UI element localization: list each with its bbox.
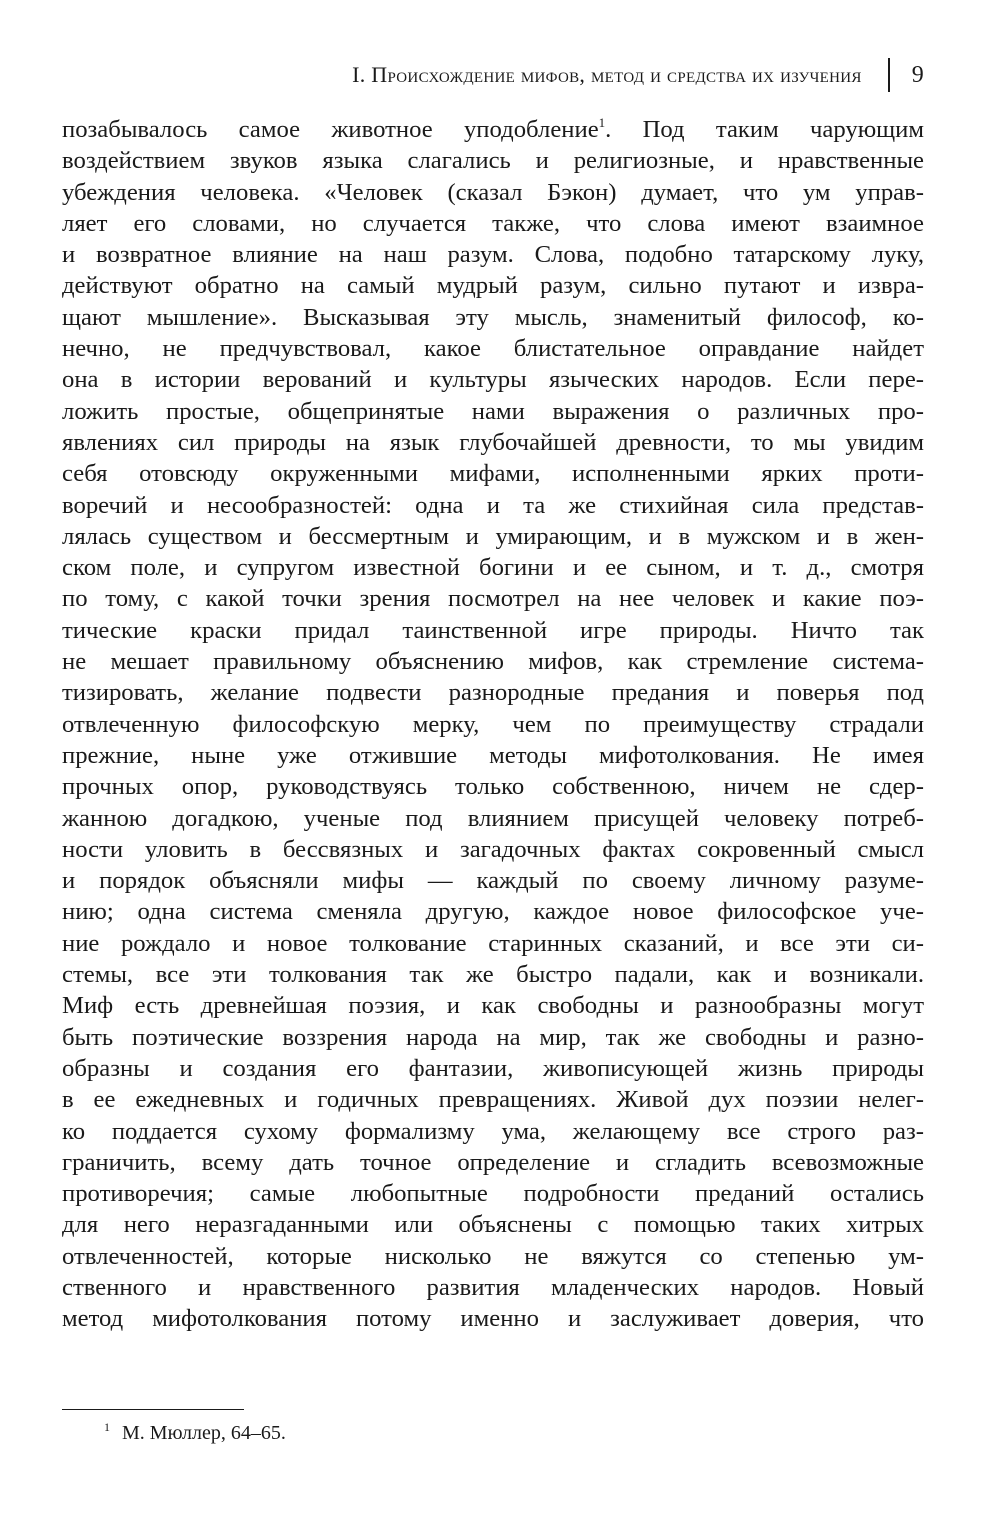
text-line: по тому, с какой точки зрения посмотрел на нее человек и какие поэ- [62,585,924,613]
text-line: для него неразгаданными или объяснены с помощью таких хитрых [62,1211,924,1239]
text-line: отвлеченностей, которые нисколько не вяжутся со степенью ум- [62,1242,924,1270]
text-line: ко поддается сухому формализму ума, желающему все строго раз- [62,1117,924,1145]
text-line: воздействием звуков языка слагались и религиозные, и нравственные [62,147,924,175]
text-line: не мешает правильному объяснению мифов, как стремление система- [62,648,924,676]
text-line: ние рождало и новое толкование старинных сказаний, и все эти си- [62,929,924,957]
text-line: ложить простые, общепринятые нами выражения о различных про- [62,397,924,425]
text-line: жанною догадкою, ученые под влиянием присущей человеку потреб- [62,804,924,832]
text-line: нечно, не предчувствовал, какое блистательное оправдание найдет [62,335,924,363]
footnote-marker: 1 [104,1420,110,1434]
running-head [60,58,924,92]
page-number: 9 [911,61,924,88]
footnote-divider [62,1409,244,1410]
main-text [62,114,924,1335]
text-line: ственного и нравственного развития младенческих народов. Новый [62,1273,924,1301]
text-line: противоречия; самые любопытные подробности преданий остались [62,1180,924,1208]
text-line: воречий и несообразностей: одна и та же стихийная сила представ- [62,491,924,519]
text-line: тические краски придал таинственной игре природы. Ничто так [62,616,924,644]
text-line: и порядок объясняли мифы — каждый по своему личному разуме- [62,867,924,895]
text-line: и возвратное влияние на наш разум. Слова, подобно татарскому луку, [62,241,924,269]
text-line: образны и создания его фантазии, живописующей жизнь природы [62,1054,924,1082]
text-line: ском поле, и супругом известной богини и ее сыном, и т. д., смотря [62,554,924,582]
text-line: стемы, все эти толкования так же быстро падали, как и возникали. [62,961,924,989]
text-line: метод мифотолкования потому именно и заслуживает доверия, что [62,1305,924,1333]
chapter-title: I. Происхождение мифов, метод и средства их изучения [352,62,862,87]
text-line: граничить, всему дать точное определение и сгладить всевозможные [62,1148,924,1176]
text-line: отвлеченную философскую мерку, чем по преимуществу страдали [62,710,924,738]
text-line: прежние, ныне уже отжившие методы мифотолкования. Не имея [62,741,924,769]
text-line: себя отовсюду окруженными мифами, исполненными ярких проти- [62,460,924,488]
text-line: прочных опор, руководствуясь только собственною, ничем не сдер- [62,773,924,801]
text-line: ности уловить в бессвязных и загадочных фактах сокровенный смысл [62,835,924,863]
text-line: позабывалось самое животное уподобление$^1$. Под таким чарующим [62,115,924,143]
text-line: она в истории верований и культуры языческих народов. Если пере- [62,366,924,394]
text-line: действуют обратно на самый мудрый разум, сильно путают и извра- [62,272,924,300]
text-line: явлениях сил природы на язык глубочайшей древности, то мы увидим [62,428,924,456]
text-line: убеждения человека. «Человек (сказал Бэкон) думает, что ум управ- [62,178,924,206]
footnote-reference[interactable]: 1 [598,115,606,130]
text-line: в ее ежедневных и годичных превращениях. Живой дух поэзии нелег- [62,1086,924,1114]
header-divider [888,58,890,92]
text-line: ляет его словами, но случается также, что слова имеют взаимное [62,209,924,237]
text-line: лялась существом и бессмертным и умирающим, и в мужском и в жен- [62,522,924,550]
text-line: быть поэтические воззрения народа на мир, так же свободны и разно- [62,1023,924,1051]
text-line: нию; одна система сменяла другую, каждое новое философское уче- [62,898,924,926]
footnote [104,1422,286,1445]
footnote-text: М. Мюллер, 64–65. [122,1422,286,1444]
text-line: щают мышление». Высказывая эту мысль, знаменитый философ, ко- [62,303,924,331]
text-line: Миф есть древнейшая поэзия, и как свободны и разнообразны могут [62,992,924,1020]
text-line: тизировать, желание подвести разнородные предания и поверья под [62,679,924,707]
